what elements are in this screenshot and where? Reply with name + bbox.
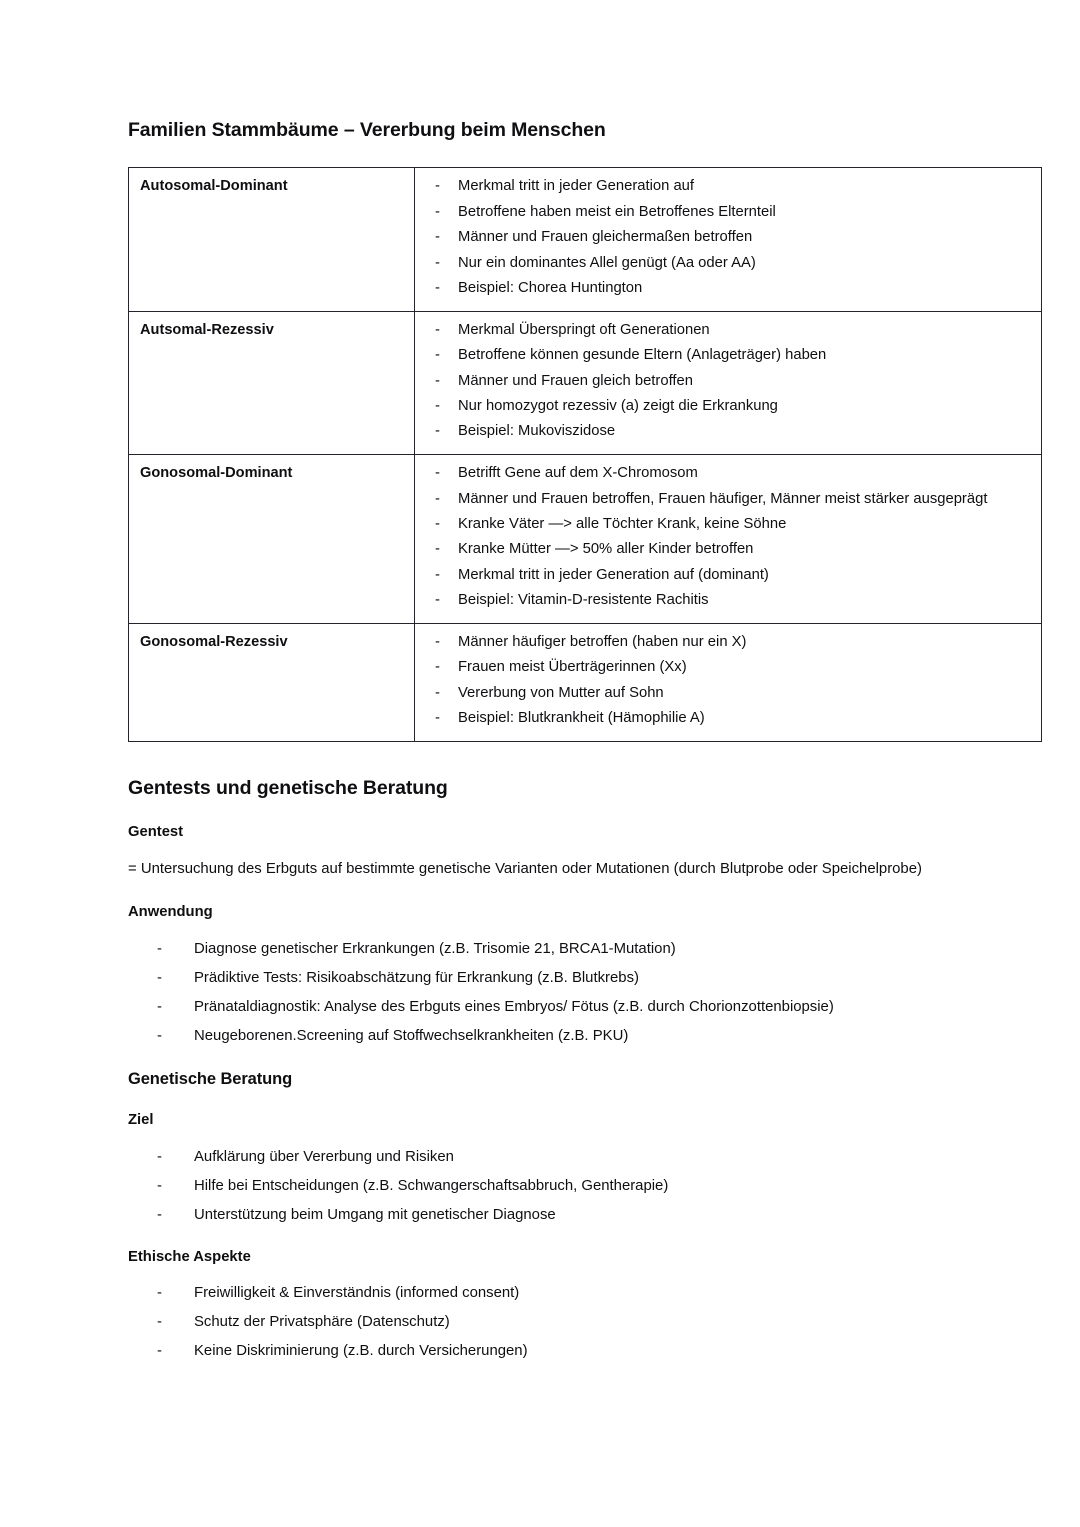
bullet-item	[415, 278, 1031, 301]
dash-marker: -	[157, 1285, 162, 1302]
list-item	[128, 1146, 1042, 1175]
bullet-item	[415, 345, 1031, 370]
dash-marker: -	[435, 592, 440, 609]
dash-marker: -	[435, 254, 440, 271]
bullet-item	[415, 632, 1031, 657]
list-item-text: Schutz der Privatsphäre (Datenschutz)	[194, 1314, 450, 1331]
list-item-text: Unterstützung beim Umgang mit genetischer Diagnose	[194, 1206, 556, 1223]
bullet-text: Kranke Mütter —> 50% aller Kinder betroffen	[458, 541, 754, 558]
bullet-item	[415, 463, 1031, 488]
bullet-text: Nur homozygot rezessiv (a) zeigt die Erkrankung	[458, 397, 778, 414]
bullet-text: Merkmal Überspringt oft Generationen	[458, 321, 710, 338]
row-label: Autsomal-Rezessiv	[140, 321, 274, 338]
bullet-item	[415, 227, 1031, 252]
dash-marker: -	[157, 1148, 162, 1165]
table-row	[129, 311, 1042, 454]
spacer	[128, 802, 1042, 823]
subheading-genetische-beratung: Genetische Beratung	[128, 1069, 293, 1088]
subheading-anwendung: Anwendung	[128, 904, 213, 921]
bullet-item	[415, 202, 1031, 227]
list-item	[128, 1340, 1042, 1363]
bullet-text: Betrifft Gene auf dem X-Chromosom	[458, 465, 698, 482]
dash-marker: -	[435, 634, 440, 651]
dash-marker: -	[157, 1314, 162, 1331]
bullet-item	[415, 253, 1031, 278]
table-cell-label	[129, 311, 415, 454]
bullet-item	[415, 421, 1031, 444]
bullet-text: Männer und Frauen betroffen, Frauen häufiger, Männer meist stärker ausgeprägt	[458, 490, 988, 507]
bullet-item	[415, 396, 1031, 421]
list-item	[128, 1282, 1042, 1311]
bullet-list	[415, 455, 1041, 623]
row-label: Gonosomal-Rezessiv	[140, 634, 288, 651]
dash-marker: -	[435, 279, 440, 296]
bullet-text: Männer und Frauen gleichermaßen betroffen	[458, 229, 753, 246]
table-row	[129, 455, 1042, 624]
table-cell-label	[129, 168, 415, 311]
list-item	[128, 967, 1042, 996]
bullet-text: Frauen meist Überträgerinnen (Xx)	[458, 659, 687, 676]
dash-marker: -	[435, 541, 440, 558]
list-item	[128, 1204, 1042, 1227]
bullet-item	[415, 590, 1031, 613]
list-item-text: Freiwilligkeit & Einverständnis (informed consent)	[194, 1285, 520, 1302]
dash-marker: -	[435, 397, 440, 414]
bullet-list	[415, 168, 1041, 310]
dash-marker: -	[157, 1027, 162, 1044]
bullet-text: Männer und Frauen gleich betroffen	[458, 372, 693, 389]
spacer	[128, 1227, 1042, 1248]
dash-marker: -	[435, 659, 440, 676]
list-item-text: Pränataldiagnostik: Analyse des Erbguts eines Embryos/ Fötus (z.B. durch Chorionzottenbiopsie)	[194, 998, 834, 1015]
bullet-text: Kranke Väter —> alle Töchter Krank, keine Söhne	[458, 516, 787, 533]
bullet-item	[415, 708, 1031, 731]
dash-marker: -	[157, 940, 162, 957]
dash-marker: -	[435, 423, 440, 440]
list-item	[128, 996, 1042, 1025]
spacer	[128, 742, 1042, 776]
dash-marker: -	[157, 1206, 162, 1223]
bullet-list	[415, 624, 1041, 741]
anwendung-list	[128, 938, 1042, 1048]
dash-marker: -	[435, 321, 440, 338]
bullet-text: Vererbung von Mutter auf Sohn	[458, 684, 664, 701]
list-item-text: Keine Diskriminierung (z.B. durch Versicherungen)	[194, 1343, 528, 1360]
inheritance-patterns-table	[128, 167, 1042, 742]
section-heading-gentests: Gentests und genetische Beratung	[128, 777, 448, 800]
dash-marker: -	[157, 998, 162, 1015]
table-cell-bullets	[415, 455, 1042, 624]
table-body	[129, 168, 1042, 742]
bullet-item	[415, 514, 1031, 539]
dash-marker: -	[435, 229, 440, 246]
subheading-ethische-aspekte: Ethische Aspekte	[128, 1248, 251, 1265]
dash-marker: -	[435, 347, 440, 364]
spacer	[128, 1131, 1042, 1146]
bullet-item	[415, 176, 1031, 201]
dash-marker: -	[157, 1177, 162, 1194]
bullet-text: Beispiel: Mukoviszidose	[458, 423, 616, 440]
table-cell-label	[129, 624, 415, 742]
spacer	[128, 882, 1042, 903]
dash-marker: -	[435, 710, 440, 727]
list-item-text: Diagnose genetischer Erkrankungen (z.B. Trisomie 21, BRCA1-Mutation)	[194, 940, 676, 957]
gentest-definition: = Untersuchung des Erbguts auf bestimmte genetische Varianten oder Mutationen (durch Blutprobe oder Speichelprobe)	[128, 860, 922, 877]
dash-marker: -	[435, 566, 440, 583]
spacer	[128, 923, 1042, 938]
dash-marker: -	[435, 203, 440, 220]
bullet-item	[415, 683, 1031, 708]
ethik-list	[128, 1282, 1042, 1363]
list-item	[128, 1175, 1042, 1204]
page-title: Familien Stammbäume – Vererbung beim Menschen	[128, 119, 606, 141]
dash-marker: -	[435, 684, 440, 701]
bullet-item	[415, 371, 1031, 396]
table-row	[129, 168, 1042, 311]
spacer	[128, 1267, 1042, 1282]
row-label: Gonosomal-Dominant	[140, 465, 293, 482]
list-item	[128, 1025, 1042, 1048]
table-row	[129, 624, 1042, 742]
bullet-text: Beispiel: Blutkrankheit (Hämophilie A)	[458, 710, 705, 727]
bullet-text: Nur ein dominantes Allel genügt (Aa oder AA)	[458, 254, 756, 271]
list-item-text: Aufklärung über Vererbung und Risiken	[194, 1148, 454, 1165]
bullet-item	[415, 565, 1031, 590]
list-item-text: Prädiktive Tests: Risikoabschätzung für Erkrankung (z.B. Blutkrebs)	[194, 969, 639, 986]
list-item-text: Hilfe bei Entscheidungen (z.B. Schwangerschaftsabbruch, Gentherapie)	[194, 1177, 669, 1194]
spacer	[128, 1048, 1042, 1069]
table-cell-label	[129, 455, 415, 624]
dash-marker: -	[435, 490, 440, 507]
dash-marker: -	[157, 969, 162, 986]
spacer	[128, 842, 1042, 857]
spacer	[128, 1090, 1042, 1111]
ziel-list	[128, 1146, 1042, 1227]
bullet-item	[415, 320, 1031, 345]
bullet-text: Betroffene haben meist ein Betroffenes Elternteil	[458, 203, 776, 220]
bullet-text: Merkmal tritt in jeder Generation auf	[458, 178, 695, 195]
bullet-item	[415, 489, 1031, 514]
list-item-text: Neugeborenen.Screening auf Stoffwechselkrankheiten (z.B. PKU)	[194, 1027, 629, 1044]
dash-marker: -	[435, 465, 440, 482]
bullet-text: Beispiel: Vitamin-D-resistente Rachitis	[458, 592, 709, 609]
subheading-ziel: Ziel	[128, 1112, 154, 1129]
table-cell-bullets	[415, 311, 1042, 454]
dash-marker: -	[435, 372, 440, 389]
bullet-text: Betroffene können gesunde Eltern (Anlageträger) haben	[458, 347, 827, 364]
table-cell-bullets	[415, 168, 1042, 311]
bullet-text: Merkmal tritt in jeder Generation auf (dominant)	[458, 566, 769, 583]
bullet-item	[415, 657, 1031, 682]
bullet-list	[415, 312, 1041, 454]
row-label: Autosomal-Dominant	[140, 178, 288, 195]
dash-marker: -	[157, 1343, 162, 1360]
bullet-text: Beispiel: Chorea Huntington	[458, 279, 643, 296]
bullet-text: Männer häufiger betroffen (haben nur ein X)	[458, 634, 747, 651]
table-cell-bullets	[415, 624, 1042, 742]
subheading-gentest: Gentest	[128, 823, 184, 840]
dash-marker: -	[435, 516, 440, 533]
list-item	[128, 938, 1042, 967]
dash-marker: -	[435, 178, 440, 195]
list-item	[128, 1311, 1042, 1340]
bullet-item	[415, 539, 1031, 564]
